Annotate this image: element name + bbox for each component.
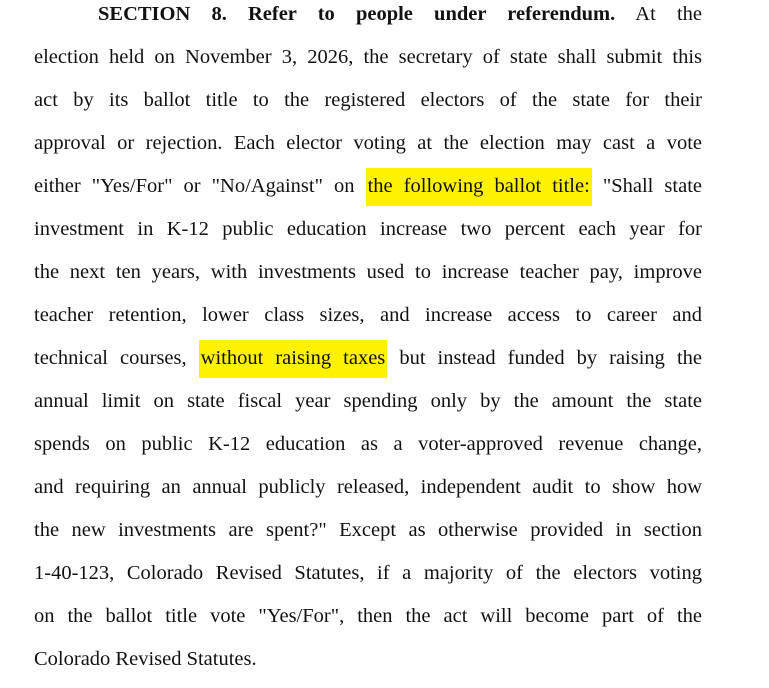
line-1-text: At the bbox=[615, 3, 702, 25]
text-line-8 bbox=[34, 301, 702, 344]
text-line-14 bbox=[34, 559, 702, 602]
line-14-text: 1-40-123, Colorado Revised Statutes, if a majority of the electors voting bbox=[34, 562, 702, 584]
text-line-3 bbox=[34, 86, 702, 129]
text-line-1 bbox=[98, 0, 702, 43]
highlight-ballot-title: the following ballot title: bbox=[366, 168, 592, 206]
line-3-text: act by its ballot title to the registered electors of the state for their bbox=[34, 89, 702, 111]
text-line-15 bbox=[34, 602, 702, 645]
text-line-13 bbox=[34, 516, 702, 559]
line-4-text: approval or rejection. Each elector voting at the election may cast a vote bbox=[34, 132, 702, 154]
line-5-text-b: "Shall state bbox=[591, 175, 702, 197]
line-13-text: the new investments are spent?" Except as otherwise provided in section bbox=[34, 519, 702, 541]
text-line-5 bbox=[34, 172, 702, 215]
text-line-7 bbox=[34, 258, 702, 301]
text-line-10 bbox=[34, 387, 702, 430]
text-line-6 bbox=[34, 215, 702, 258]
line-5-text-a: either "Yes/For" or "No/Against" on bbox=[34, 175, 366, 197]
line-15-text: on the ballot title vote "Yes/For", then the act will become part of the bbox=[34, 605, 702, 627]
line-12-text: and requiring an annual publicly released, independent audit to show how bbox=[34, 476, 702, 498]
line-9-text-a: technical courses, bbox=[34, 347, 199, 369]
line-7-text: the next ten years, with investments used to increase teacher pay, improve bbox=[34, 261, 702, 283]
line-6-text: investment in K-12 public education increase two percent each year for bbox=[34, 218, 702, 240]
line-9-text-b: but instead funded by raising the bbox=[387, 347, 702, 369]
highlight-without-raising-taxes: without raising taxes bbox=[199, 340, 388, 378]
text-line-12 bbox=[34, 473, 702, 516]
text-line-9 bbox=[34, 344, 702, 387]
text-line-2 bbox=[34, 43, 702, 86]
line-11-text: spends on public K-12 education as a voter-approved revenue change, bbox=[34, 433, 702, 455]
line-16-text: Colorado Revised Statutes. bbox=[34, 648, 257, 670]
text-line-11 bbox=[34, 430, 702, 473]
text-line-16 bbox=[34, 645, 702, 688]
line-2-text: election held on November 3, 2026, the secretary of state shall submit this bbox=[34, 46, 702, 68]
text-line-4 bbox=[34, 129, 702, 172]
line-8-text: teacher retention, lower class sizes, and increase access to career and bbox=[34, 304, 702, 326]
line-10-text: annual limit on state fiscal year spending only by the amount the state bbox=[34, 390, 702, 412]
section-heading: SECTION 8. Refer to people under referendum. bbox=[98, 3, 616, 25]
